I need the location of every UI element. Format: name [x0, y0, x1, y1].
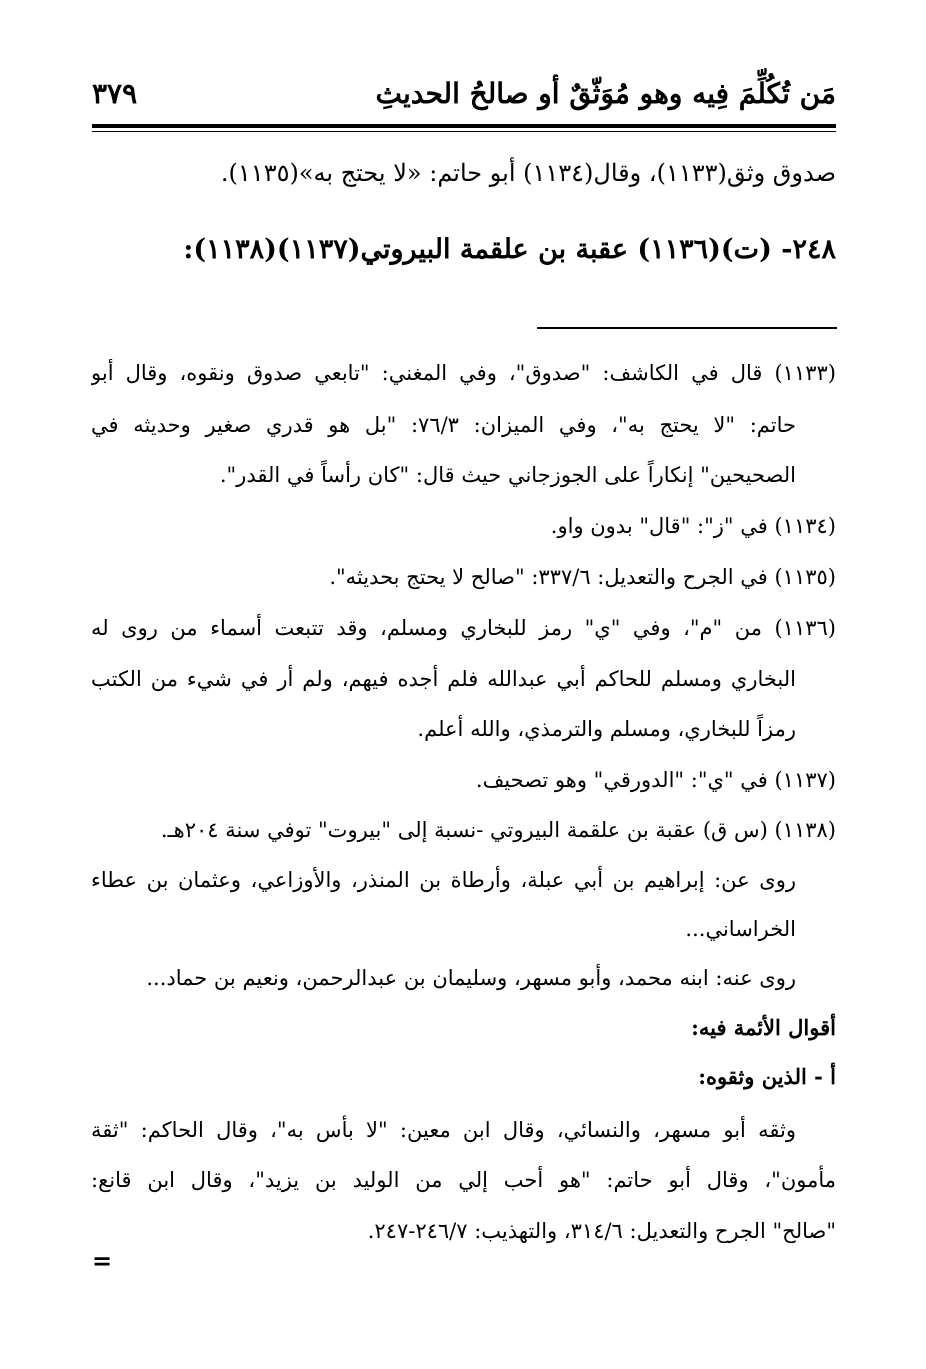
footnote-1138-cont: "صالح" الجرح والتعديل: ٣١٤/٦، والتهذيب: ٢٤٦/٧-٢٤٧. [367, 1219, 836, 1243]
entry-heading: ٢٤٨- (ت)(١١٣٦) عقبة بن علقمة البيروتي(١١٣٧)(١١٣٨): [183, 234, 836, 265]
footnote-1133: (١١٣٣) قال في الكاشف: "صدوق"، وفي المغني: "تابعي صدوق ونقوه، وقال أبو [91, 361, 836, 385]
page-number: ٣٧٩ [92, 77, 138, 110]
footnote-1138-cont: روى عن: إبراهيم بن أبي عبلة، وأرطاة بن المنذر، والأوزاعي، وعثمان بن عطاء [91, 868, 796, 892]
footnote-1138-cont: مأمون"، وقال أبو حاتم: "هو أحب إلي من الوليد بن يزيد"، وقال ابن قانع: [91, 1168, 836, 1192]
footnote-1136-cont: رمزاً للبخاري، ومسلم والترمذي، والله أعلم. [417, 717, 796, 741]
footnote-1134: (١١٣٤) في "ز": "قال" بدون واو. [550, 514, 836, 538]
footnote-1136: (١١٣٦) من "م"، وفي "ي" رمز للبخاري ومسلم، وقد تتبعت أسماء من روى له [91, 616, 836, 640]
footnote-1135: (١١٣٥) في الجرح والتعديل: ٣٣٧/٦: "صالح لا يحتج بحديثه". [329, 565, 836, 589]
continuation-mark: = [92, 1246, 113, 1275]
body-line: صدوق وثق(١١٣٣)، وقال(١١٣٤) أبو حاتم: «لا يحتج به»(١١٣٥). [220, 159, 836, 187]
running-header-title: مَن تُكُلِّمَ فِيه وهو مُوَثّقٌ أو صالحُ الحديثِ [375, 77, 836, 110]
footnote-1136-cont: البخاري ومسلم للحاكم أبي عبدالله فلم أجده فيهم، ولم أر في شيء من الكتب [91, 667, 796, 691]
footnote-1138-cont: الخراساني... [685, 917, 796, 941]
footnote-1138-cont: وثقه أبو مسهر، والنسائي، وقال ابن معين: "لا بأس به"، وقال الحاكم: "ثقة [91, 1118, 796, 1142]
footnote-1133-cont: حاتم: "لا يحتج به"، وفي الميزان: ٧٦/٣: "بل هو قدري صغير وحديثه في [91, 413, 796, 437]
footnote-1133-cont: الصحيحين" إنكاراً على الجوزجاني حيث قال: "كان رأساً في القدر". [219, 463, 796, 487]
footnote-1138: (١١٣٨) (س ق) عقبة بن علقمة البيروتي -نسبة إلى "بيروت" توفي سنة ٢٠٤هـ. [160, 818, 836, 842]
footnote-1137: (١١٣٧) في "ي": "الدورقي" وهو تصحيف. [475, 768, 836, 792]
footnote-divider [537, 327, 837, 329]
header-rule-thin [92, 131, 836, 132]
footnote-subheading: أقوال الأئمة فيه: [691, 1015, 836, 1040]
header-rule-thick [92, 124, 836, 128]
footnote-subheading: أ - الذين وثقوه: [698, 1064, 836, 1089]
footnote-1138-cont: روى عنه: ابنه محمد، وأبو مسهر، وسليمان بن عبدالرحمن، ونعيم بن حماد... [146, 966, 796, 990]
